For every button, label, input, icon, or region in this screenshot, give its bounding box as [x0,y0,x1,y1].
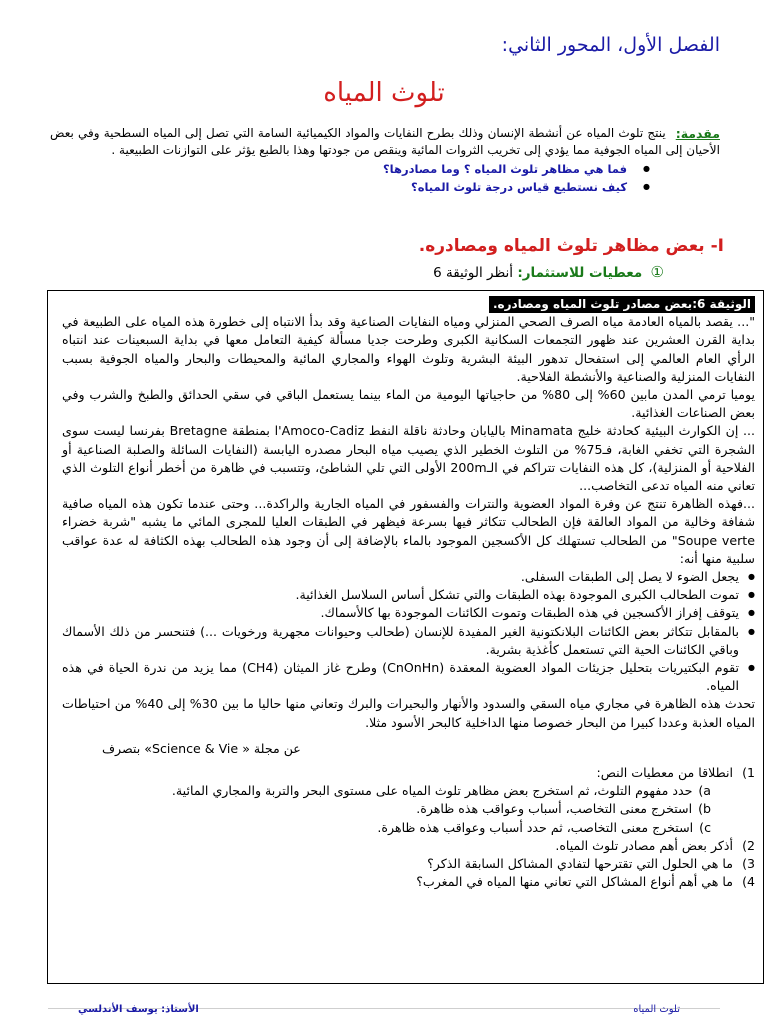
footer-teacher: الأستاذ: يوسف الأندلسي [78,1004,199,1015]
intro-block [50,125,720,196]
consequence-item: ● تموت الطحالب الكبرى الموجودة بهذه الطبقات والتي تشكل أساس السلاسل الغذائية. [62,586,739,604]
sub-question-letter: c) [699,819,711,835]
sub-question-text: استخرج معنى التخاصب، أسباب وعواقب هذه ظاهرة. [416,801,693,817]
sub-question-text: استخرج معنى التخاصب، ثم حدد أسباب وعواقب هذه ظاهرة. [377,819,694,835]
question-text: انطلاقا من معطيات النص: [596,765,733,781]
questions-list [62,764,755,891]
document-paragraph: ...فهذه الظاهرة تنتج عن وفرة المواد العضوية والنترات والفسفور في المياه الجارية والراكدة... وحتى عندما تكون هذه المياه صافية شفافة وخالية من المواد العالقة فإن الطحالب تتكاثر فيها بسرعة فيظهر في الطبقات العليا للمجرى المائي ما يشبه "شربة خضراء Soupe verte" من الطحالب تستهلك كل الأكسجين الموجود بالماء بالإضافة إلى أن وجود هذه الطحالب بهذه الكثافة له عدة عواقب سلبية منها أنه: [62,496,755,566]
intro-question: ● كيف نستطيع قياس درجة تلوث المياه؟ [50,178,650,196]
question-number: 1) [742,765,755,781]
consequence-item: ● يجعل الضوء لا يصل إلى الطبقات السفلى. [62,568,739,586]
sub-question [62,800,733,818]
intro-text: ينتج تلوث المياه عن أنشطة الإنسان وذلك بطرح النفايات والمواد الكيميائية السامة التي تصل إلى المياه السطحية وفي بعض الأحيان إلى المياه الجوفية مما يؤدي إلى تخريب الثروات المائية وينقص من جودتها وهذا بالطبع يؤثر على التوازنات الطبيعية . [50,126,720,157]
chapter-heading: الفصل الأول، المحور الثاني: [501,34,720,56]
question-item [62,764,755,837]
intro-question: ● فما هي مظاهر تلوث المياه ؟ وما مصادرها؟ [50,160,650,178]
question-item [62,873,755,891]
document-paragraph: يوميا ترمي المدن مابين 60% إلى 80% من حاجياتها اليومية من الماء بينما يستعمل الباقي في سقي الحدائق والطبخ والشرب وفي بعض الصناعات الغذائية. [62,387,755,421]
consequence-item: ● يتوقف إفراز الأكسجين في هذه الطبقات وتموت الكائنات الموجودة بها كالأسماك. [62,604,739,622]
question-item [62,855,755,873]
document-paragraph: ... إن الكوارث البيئية كحادثة خليج Minamata باليابان وحادثة ناقلة النفط l'Amoco-Cadiz بمنطقة Bretagne بفرنسا ليست سوى الشجرة التي تخفي الغابة، فـ75% من التلوث الخطير الذي يصيب مياه البحار مصدره اليابسة (النفايات السائلة والصلبة الصناعية أو الفلاحية أو المنزلية)، كل هذه النفايات تتراكم في الـ200m الأولى التي تلي الشاطئ، وتتسبب في ظاهرة من أخطر أنواع التلوث الذي تعاني منه المياه تدعى التخاصب... [62,423,755,494]
intro-questions [50,160,720,196]
subsection-line [433,263,664,281]
sub-question-letter: b) [698,801,711,817]
subsection-text: أنظر الوثيقة 6 [433,265,514,281]
consequence-list [62,568,755,695]
question-text: أذكر بعض أهم مصادر تلوث المياه. [555,837,733,853]
question-number: 2) [742,837,755,853]
sub-question [62,819,733,837]
question-text: ما هي الحلول التي تقترحها لتفادي المشاكل السابقة الذكر؟ [427,856,733,872]
document-heading: الوثيقة 6:بعض مصادر تلوث المياه ومصادره. [489,296,755,313]
document-closing: تحدث هذه الظاهرة في مجاري مياه السقي والسدود والأنهار والبحيرات والبرك وتعاني منها حاليا ما بين 30% إلى 40% من احتياطات المياه العذبة وعددا كبيرا من البحار خصوصا منها الداخلية كالبحر الأسود مثلا. [62,696,755,730]
section-title: I- بعض مظاهر تلوث المياه ومصادره. [418,236,724,256]
subsection-label: معطيات للاستثمار: [517,265,643,281]
question-number: 4) [742,874,755,890]
sub-question-text: حدد مفهوم التلوث، ثم استخرج بعض مظاهر تلوث المياه على مستوى البحر والتربة والمجاري المائية. [171,783,693,799]
intro-label: مقدمة: [675,126,720,141]
sub-question [62,782,733,800]
document-box [47,290,764,984]
circled-number: ① [650,263,664,281]
sub-question-letter: a) [698,783,711,799]
question-text: ما هي أهم أنواع المشاكل التي تعاني منها المياه في المغرب؟ [416,874,733,890]
consequence-item: ● تقوم البكتيريات بتحليل جزيئات المواد العضوية المعقدة (CnOnHn) وطرح غاز الميثان (CH4) مما يزيد من ندرة الحياة في هذه المياه. [62,659,739,695]
question-number: 3) [742,856,755,872]
document-source: عن مجلة « Science & Vie» بتصرف [102,740,301,756]
question-item [62,837,755,855]
page-title: تلوث المياه [323,78,445,108]
footer-topic: تلوث المياه [633,1004,680,1015]
document-paragraph: "... يقصد بالمياه العادمة مياه الصرف الصحي المنزلي ومياه النفايات الصناعية وقد بدأ الانتباه إلى خطورة هذه المياه على الطبيعة في بداية القرن العشرين عند ظهور التجمعات السكانية الكبرى وطرحت جديا مسألة كيفية التعامل معها في بداية السبعينات عند انتباه الرأي العام العالمي إلى استفحال تدهور البيئة البشرية وتلوث الهواء والمجاري المائية والمحيطات والبحار والمياه الجوفية بسبب النفايات المنزلية والصناعية والأنشطة الفلاحية. [62,314,755,384]
consequence-item: ● بالمقابل تتكاثر بعض الكائنات البلانكتونية الغير المفيدة للإنسان (طحالب وحيوانات مجهرية ورخويات ...) فتنحسر من ذلك الأسماك وباقي الكائنات الحية التي تستعمل كأغذية بشرية. [62,623,739,659]
